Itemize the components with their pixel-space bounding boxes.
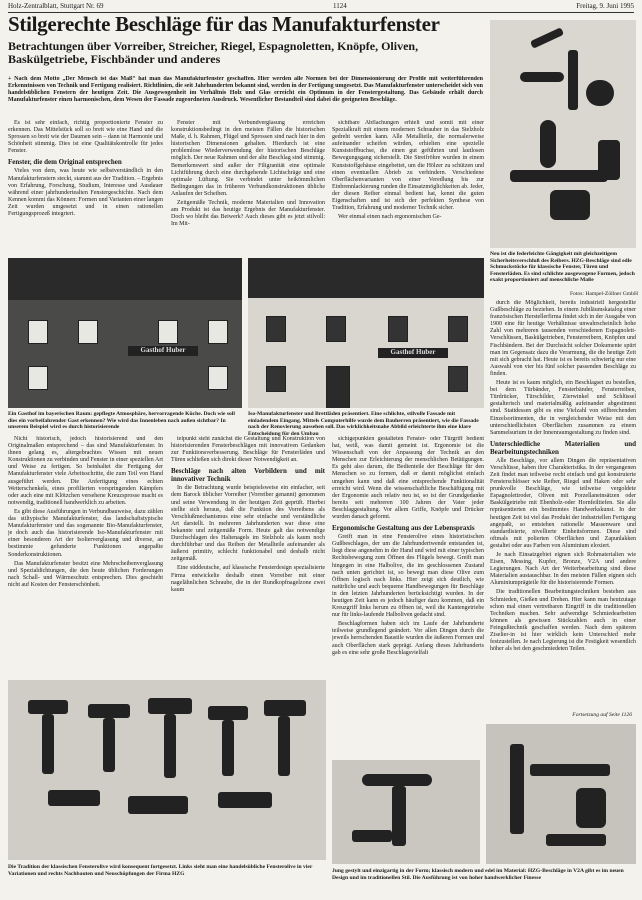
paragraph: Alle Beschläge, vor allem Dingen die repräsentativen Verschlüsse, haben ihre Charakteristika. In der vergangenen Zeit findet man teilweise recht einfach und gut konstruierte Fensterschlösser wie Reiber, Riegel und Haken oder sehr prunkvolle Beschläge, wie teilweise vergoldete Espagnolettroder, Oliven mit Porzellaneinsätzen oder Baskülgetriebe mit Ebenholz-oder Hornfeiltiefen. Sie alle repräsentierten ein bestimmtes Handwerkskunst. In der heutigen Zeit ist viel das Produkt der industriellen Fertigung angepaßt, so entstehen rationelle Massenware und standardisierte, nivellierte Einheitsformen. Diese sind oftmals mit polierten Oberflächen und Zapunlakken gestaltet oder aus Farben von Aluminium eloxiert. [490,457,636,549]
text-column-1 [8,120,163,250]
paragraph: sichtgepunkten gestalteten Fenster- oder Türgriff bedient hat, weiß, was damit gemeint ist. Ergonomie ist die Wissenschaft von der Anpassung der Technik an den Menschen zur Erleichterung der menschlichen Betätigungen. Es geht also darum, die Bedienteile der Beschläge für den Menschen so zu formen, daß er damit möglichst einfach umgehen kann und daß eine entsprechende Funktionalität erreicht wird. Wenn die wissenschaftliche Beschäftigung mit der Ergonomie auch relativ neu ist, so ist der Grundgedanke bereits seit mehreren 100 Jahren der Vater jeder Beschlaggestaltung. Vor allem Griffe, Knöpfe und Drücker wurden danach geformt. [332,436,484,521]
photo-caption-before: Ein Gasthof im bayerischen Raum: gepflegte Atmosphäre, hervorragende Küche. Doch wie soll dies ein vorbeifahrender Gast erkennen? Wie wird das Innenleben nach außen sichtbar? In unserem Beispiel wird es durch historisierende [8,411,235,430]
paragraph: Das Manufakturfenster besitzt eine Mehrscheibenverglasung und Spezialdichtungen, die den heute üblichen Forderungen nach Schall- und Wärmeschutz entsprechen. Dies geschieht nicht auf Kosten der Fensterschönheit. [8,560,163,588]
text-column-3 [332,120,484,250]
paragraph: Heute ist es kaum möglich, ein Beschlagset zu bestellen, bei dem Türbänder, Fensterbänder, Fensterreiben, Türdrücker, Türschilder, Zierwinkel und Schlüssel gestalterisch und materialmäßig aufeinander abgestimmt sind. Stattdessen gibt es eine Vielzahl von stilbrechenden Einzelsortimenten, die in vergleichender Weise mit den unterschiedlichsten Oberflächen zusammen zu einem Sammelsurium in der Innenraumgestaltung zu finden sind. [490,380,636,436]
paragraph: Die traditionellen Bearbeitungstechniken bestehen aus Schmieden, Gießen und Drehen. Hier kann man heutzutage schon mal einen vertretbaren Eingriff in die traditionellen Techniken machen. Sehr aufwendige Schmiedearbeiten können als gewissen Stückzahlen auch in einer Feingußtechnik geschaffen werden. Nach dem späteren Ziselier-in ist hier wirklich kein Unterschied mehr festzustellen. Je nach Legierung ist die Festigkeit wesentlich höher als bei den geschmiedeten Teilen. [490,589,636,653]
section-heading: Ergonomische Gestaltung aus der Lebenspraxis [332,524,475,533]
photo-hardware-fittings [490,20,636,248]
paragraph: durch die Möglichkeit, bereits industriell hergestellte Gußbeschläge zu beziehen. In einem Jubiläumskatalog einer französischen Herstellerfirma findet sich in der Ausgabe von 1900 eine für heutige Verhältnisse unwahrscheinlich hohe Zahl von mehreren tausenden verschiedenen Espagnolett-Verschlüssen, Baskülgetrieben, Fensterreibern, Knöpfen und Fischbändern. Bei der Durchsicht solcher Dokumente spürt man im Gegensatz dazu die Verarmung, die die heutige Zeit mit sich gebracht hat. Heute ist es bereits schwierig nur eine Auswahl von vier bis fünf solcher passenden Beschläge zu finden. [490,300,636,377]
paragraph: In die Betrachtung wurde beispielsweise ein einfacher, seit dem Barock üblicher Vorreiber (Vorreiber genannt) genommen und seine Verwendung in der heutigen Zeit geprüft. Hierbei stellte sich heraus, daß die Funktion des Vorreibens als Verschlußmechanismus eine sehr einfache und verständliche Art darstellt. In mehreren Jahrhunderten war diese eine bekannte und zeitgemäße Form. Heute galt das notwendige Durchschlagen des Haltenagels im Stelzholz als kaum noch durchführbar und das Reiben der Metallteile aufeinander als äußerst primitiv, schlecht funktionabel und deshalb nicht zeitgemäß. [171,485,325,563]
photo-gasthof-after [248,258,484,408]
photo-caption-olives: Die Tradition der klassischen Fensterolive wird konsequent fortgesetzt. Links sieht man eine handelsübliche Fensterolive in vier Variationen und rechts Nachbauten und Neuschöpfungen der Firma HZG [8,864,313,877]
lower-column-3 [332,436,484,754]
header-publication: Holz-Zentralblatt, Stuttgart Nr. 69 [8,2,104,10]
photo-caption-hzg: Jung gestylt und einzigartig in der Form; klassisch modern und edel im Material: HZG-Beschläge in V2A gibt es im neuen Design und im traditionellen Stil. Die Ausführung ist von hoher handwerklicher Finesse [332,868,624,881]
header-page-number: 1124 [332,2,347,10]
header-date: Freitag, 9. Juni 1995 [576,2,634,10]
photo-caption-after: Iso-Manufakturfenster und Brettläden präsentiert. Eine schlichte, stilvolle Fassade mit einladendem Eingang. Mittels Computerhilfe wurde dem Bauherren präsentiert, wie die Fassade nach der Renovierung aussehen soll. Das wirklichkeitsnahe Abbild erleichterte ihm eine klare Entscheidung für den Umbau [248,411,479,437]
text-column-4 [490,300,636,708]
text-column-2 [171,120,325,250]
paragraph: Je nach Einsatzgebiet eignen sich Rohmaterialien wie Eisen, Messing, Kupfer, Bronze, V2A und andere Legierungen. Nach Art der Weiterbearbeitung sind diese Materialien austauschbar. In den meisten Fällen eignen sich Aluminiumprägteile für die historisierende Formen. [490,552,636,587]
section-heading: Unterschiedliche Materialien und Bearbeitungstechniken [490,439,636,456]
photo-gasthof-before [8,258,242,408]
photo-credit: Fotos: Hampel-Zöllner GmbH [569,291,638,297]
paragraph: Nicht historisch, jedoch historisierend und den Originalmaßen entsprechend – das sind Manufakturfenster. In ihnen gelang es, altergebrachtes Wissen mit neuen Konstruktionen zu verbinden und Fenster in einer speziellen Art und Weise zu fertigen. So beinhaltet die Fertigung der Manufakturfenster viele Arbeitsschritte, die zum Teil von Hand ausgeführt werden. Die Anfertigung eines echten Wetterschenkels, eines profilierten vorspringenden Kämpfers oder auch eine mit Klötzchen versehene Kreuzsprosse macht es notwendig, traditionell handwerklich zu arbeiten. [8,436,163,506]
lower-column-2 [171,436,325,676]
photo-caption-hardware: Neu ist die federleichte Gängigkeit mit gleichzeitigem Sicherheitsverschluß des Reibers. HZG-Beschläge sind edle Schmuckstücke für klassische Fenster, Türen und Fensterläden. Es sind schlichte ausgewogene Formen, jedoch exakt proportioniert auf menschliche Maße [490,251,635,283]
paragraph: Es gibt diese Ausführungen in Verbundbauweise, dazu zählen das stiltypische Manufakturfenster, das landschaftstypische Manufakturfenster und das sogenannte Bio-Manufakturfenster, je doch auch das historisierende Iso-Manufakturfenster mit einer besonderen Art der Isolierverglasung und diverse, an bestimmte gefunderte Funktionen angepaßte Sonderkonstruktionen. [8,508,163,558]
article-title: Stilgerechte Beschläge für das Manufakturfenster [8,12,440,36]
lower-column-1 [8,436,163,676]
paragraph: sichtbare Abflachungen erhielt und somit mit einer Spezialkraft mit einem modernen Schrauber in das Stelzholz gedreht werden kann. Alle Metallteile, die normalerweise aufeinander scheifen würden, erhielten eine spezielle Kunststoffbuchse, die einen gut geführten und lautlosen Bewegungsgang sicherstellt. Die Streifröhre wurden in einem Kunststoffgehäuse eingebettet, um die Hölzer zu schützen und einen eventuellen Abrieb zu verhindern. Verschiedene Oberflächenvarianten von einer Veredlung bis zur Einbrennlackierung runden die Einsatzmöglichkeiten ab. Jeder, der diesen Reiber einmal bedient hat, kennt die guten Eigenschaften und ist sich der perfekten Synthese von Tradition, Erfahrung und moderner Technik sicher. [332,120,484,212]
continuation-note: Fortsetzung auf Seite 1126 [572,712,632,718]
section-heading: Beschläge nach alten Vorbildern und mit innovativer Technik [171,467,325,484]
sign-gasthof: Gasthof Huber [378,348,448,358]
photo-hzg-fittings-right [486,724,636,864]
lead-text: + Nach dem Motto „Der Mensch ist das Maß“ hat man das Manufakturfenster geschaffen. Hier werden alle Normen bei der Dimensionierung der Profile mit weiterführenden Erkenntnissen von Technik und Fertigung realisiert. Richtlinien, die seit Jahrhunderten bekannt sind, werden in der Fertigung umgesetzt. Das Manufakturfenster unterscheidet sich von handelsüblichen Fenstern der heutigen Zeit. Die Ausgewogenheit im Verhältnis Holz und Glas erreicht ein Optimum in der Fenstergestaltung. Das Gebäude erhält durch Manufakturfenster einen harmonischen, dem Wesen der Fassade zugeordneten Ausdruck. Wesentlicher Bestandteil sind dabei die geeigneten Beschläge. [8,76,483,104]
section-heading: Fenster, die dem Original entsprechen [8,158,122,167]
paragraph: Wer einmal einen nach ergonomischen Ge- [338,214,442,221]
paragraph: Es ist sehr einfach, richtig proportionierte Fenster zu erkennen. Das Mittelstück soll so breit wie eine Hand und die Sprossen so breit wie der Daumen sein – dann ist Harmonie und Schönheit stimmig. Dies ist eine Qualitätskontrolle für jedes Fenster. [8,120,163,155]
article-subtitle: Betrachtungen über Vorreiber, Streicher, Riegel, Espagnoletten, Knöpfe, Oliven, Baskülgetriebe, Fischbänder und anderes [8,39,419,66]
paragraph: Vieles von dem, was heute wie selbstverständlich in den Manufakturfenstern steckt, stammt aus der Tradition. – Ergebnis von Erfahrung, Forschung, Studium, Interesse und Ausdauer während einer jahrhundertealten Fenstergeschichte. Nach dem Kennen kommt das Können: Formen und Varianten einer langen Zeit wurden umgesetzt und in einen rationellen Fertigungsprozeß integriert. [8,168,163,218]
photo-hzg-fittings-left [332,760,480,864]
paragraph: Greift man in eine Fensterolive eines historistischen Gußbeschlages, der um die Jahrhundertwende entstanden ist, liegt diese angenehm in der Hand und wird mit einer typischen Rechtsbewegung zum Öffnen des Flügels bewegt. Greift man hingegen in eine Halbolive, die im geschlossenen Zustand nach unten gerichtet ist, so bewegt man diese Olive zum Öffnen logisch nach links. Hier zeigt sich deutlich, wie natürliche und auch bequeme Handbewegungen für Beschläge in den letzten Jahrhunderten berücksichtigt wurden. In der heutigen Zeit kann es jedoch häufiger dazu kommen, daß ein Kreuzgriff links herum zu öffnen ist, weil die Kantengetriebe nur für links-laufende Halboliven gedacht sind. [332,534,484,619]
paragraph: telpunkt steht zunächst die Gestaltung und Konstruktion von historisierenden Fensterbeschlägen mit innovativen Gedanken zur Funktionsverbesserung. Beschläge für Fensterläden und Türen schließen sich direkt dieser Notwendigkeit an. [171,436,325,464]
photo-window-olives [8,680,326,860]
paragraph: Zeitgemäße Technik, moderne Materialien und Innovation am Produkt ist das heutige Ergebnis der Manufakturfenster. Doch wo bleibt das Beiwerk? Auch dieses gibt es jetzt stilvoll: Im Mit- [171,200,325,228]
paragraph: Beschlagformen haben sich im Laufe der Jahrhunderte teilweise grundlegend geändert. Vor allen Dingen durch die jeweils herrschenden Baustile wurden die äußeren Formen und auch Oberflächen stark geprägt. Anfang dieses Jahrhunderts gab es eine sehr große Beschlagsvielfalt [332,621,484,656]
sign-gasthof: Gasthof Huber [128,346,198,356]
paragraph: Eine süddeutsche, auf klassische Fensterdesign spezialisierte Firma entwickelte deshalb einen Vorreiber mit einer nagelähnlichen Schraube, die in der Rundkopfnagelzone zwei kaum [171,565,325,593]
paragraph: Fenster mit Verbundverglasung erreichen konstruktionsbedingt in den meisten Fällen die historischen Maße, d. h. Rahmen, Flügel und Sprossen sind nach hier in den historischen Dimensionen gehalten. Hierdurch ist eine problemlose Wiederverwendung der historischen Beschläge möglich. Der neue Rahmen und der alte Beschlag sind stimmig. Bemerkenswert sind außer der Filigranität eine optimale Lichtführung durch eine durchgehende Lichtschräge und eine optimale Lüftung. Sie verbindet unter heikömmlichen Bedingungen das in früheren Verbundkonstruktionen übliche Anlaufen der Scheiben. [171,120,325,197]
lead-paragraph [8,76,483,118]
